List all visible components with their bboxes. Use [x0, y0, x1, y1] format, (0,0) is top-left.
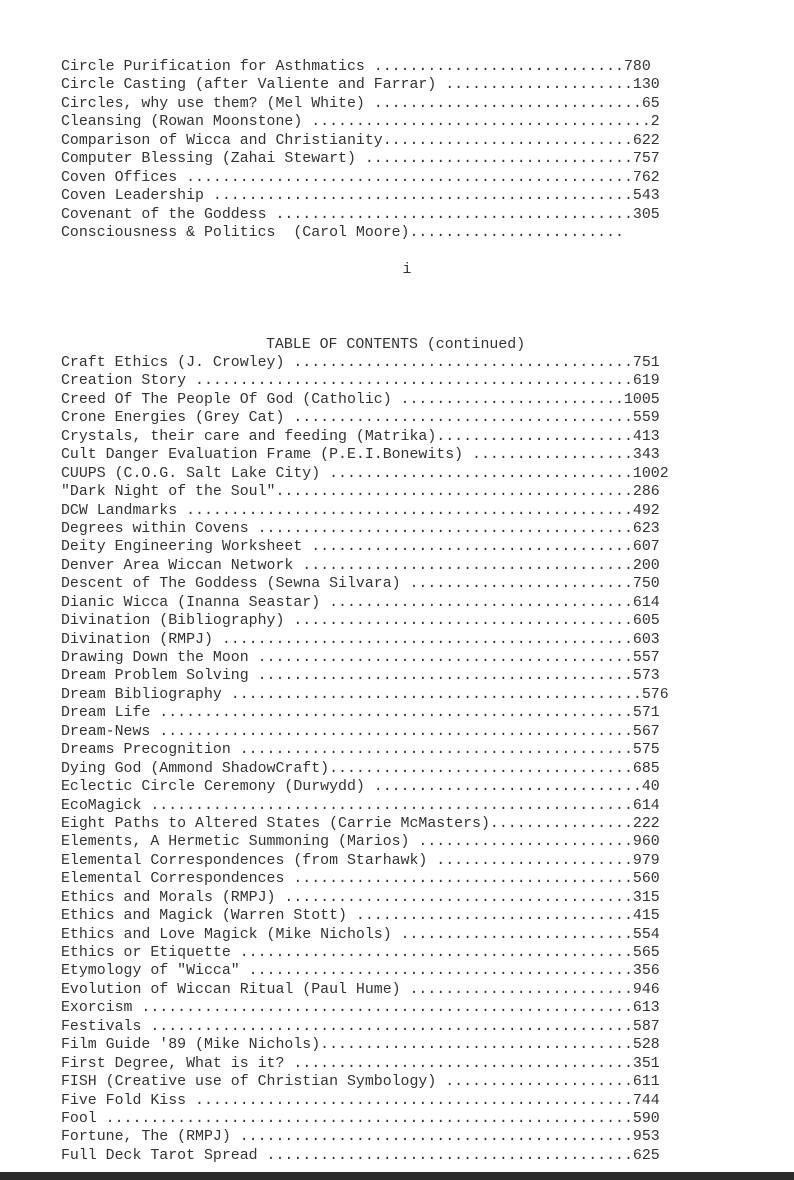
toc-entries — [61, 354, 726, 1165]
toc-entries-previous-page — [61, 58, 726, 242]
toc-entry: Exorcism .......................................................613 — [61, 1000, 660, 1017]
toc-entry: Ethics and Magick (Warren Stott) ...............................415 — [61, 908, 660, 925]
toc-entry: Divination (RMPJ) ..............................................603 — [61, 631, 660, 648]
toc-entry: Eclectic Circle Ceremony (Durwydd) ..............................40 — [61, 779, 660, 796]
toc-entry: FISH (Creative use of Christian Symbology) .....................611 — [61, 1074, 660, 1091]
toc-entry: Full Deck Tarot Spread .........................................625 — [61, 1147, 660, 1164]
toc-entry: Dianic Wicca (Inanna Seastar) ..................................614 — [61, 594, 660, 611]
toc-entry: Fool ...........................................................590 — [61, 1110, 660, 1127]
toc-entry: Elements, A Hermetic Summoning (Marios) ........................960 — [61, 834, 660, 851]
toc-entry: Dream Bibliography ..............................................576 — [61, 686, 669, 703]
toc-entry: Coven Leadership ...............................................543 — [61, 188, 660, 205]
toc-entry: Circle Purification for Asthmatics ............................780 — [61, 59, 651, 75]
toc-entry: Covenant of the Goddess ........................................305 — [61, 206, 660, 223]
toc-entry: Film Guide '89 (Mike Nichols)...................................528 — [61, 1037, 660, 1054]
toc-entry: "Dark Night of the Soul"........................................286 — [61, 484, 660, 501]
toc-entry: Crystals, their care and feeding (Matrika)......................413 — [61, 428, 660, 445]
toc-entry: DCW Landmarks ..................................................492 — [61, 502, 660, 519]
toc-entry: Circles, why use them? (Mel White) ..............................65 — [61, 95, 660, 112]
toc-entry: Comparison of Wicca and Christianity............................622 — [61, 132, 660, 149]
toc-entry: Dreams Precognition ............................................575 — [61, 742, 660, 759]
toc-entry: EcoMagick ......................................................614 — [61, 797, 660, 814]
toc-entry: Circle Casting (after Valiente and Farrar) .....................130 — [61, 77, 660, 94]
toc-entry: Festivals ......................................................587 — [61, 1018, 660, 1035]
toc-heading: TABLE OF CONTENTS (continued) — [266, 337, 526, 353]
toc-entry: Dream Problem Solving ..........................................573 — [61, 668, 660, 685]
toc-entry: Dying God (Ammond ShadowCraft)..................................685 — [61, 760, 660, 777]
toc-entry: Ethics and Love Magick (Mike Nichols) ..........................554 — [61, 926, 660, 943]
toc-entry: Drawing Down the Moon ..........................................557 — [61, 650, 660, 666]
toc-entry: Elemental Correspondences ......................................560 — [61, 871, 660, 888]
toc-entry: Dream Life .....................................................571 — [61, 705, 660, 722]
toc-entry: Evolution of Wiccan Ritual (Paul Hume) .........................946 — [61, 981, 660, 998]
toc-entry: Deity Engineering Worksheet ....................................607 — [61, 539, 660, 556]
toc-entry: Divination (Bibliography) ......................................605 — [61, 613, 660, 630]
toc-entry: Computer Blessing (Zahai Stewart) ..............................757 — [61, 151, 660, 168]
toc-entry: Creed Of The People Of God (Catholic) .........................1005 — [61, 391, 660, 408]
toc-entry: Descent of The Goddess (Sewna Silvara) .........................750 — [61, 576, 660, 593]
toc-entry: Ethics or Etiquette ............................................565 — [61, 945, 660, 961]
toc-entry: Fortune, The (RMPJ) ............................................953 — [61, 1129, 660, 1146]
toc-entry: Craft Ethics (J. Crowley) ......................................751 — [61, 355, 660, 371]
viewer-bottom-edge — [0, 1172, 794, 1180]
toc-entry: Cult Danger Evaluation Frame (P.E.I.Bonewits) ..................343 — [61, 447, 660, 464]
toc-entry: Consciousness & Politics (Carol Moore)........................ — [61, 224, 624, 241]
toc-entry: Elemental Correspondences (from Starhawk) ......................979 — [61, 852, 660, 869]
toc-entry: Creation Story .................................................619 — [61, 373, 660, 390]
toc-entry: First Degree, What is it? ......................................351 — [61, 1055, 660, 1072]
toc-entry: Dream-News .....................................................567 — [61, 723, 660, 740]
toc-entry: Degrees within Covens ..........................................623 — [61, 520, 660, 537]
toc-entry: Denver Area Wiccan Network .....................................200 — [61, 557, 660, 574]
toc-entry: Etymology of "Wicca" ...........................................356 — [61, 963, 660, 980]
toc-entry: Five Fold Kiss .................................................744 — [61, 1092, 660, 1109]
toc-entry: CUUPS (C.O.G. Salt Lake City) ..................................1002 — [61, 465, 669, 482]
toc-entry: Ethics and Morals (RMPJ) .......................................315 — [61, 889, 660, 906]
toc-entry: Cleansing (Rowan Moonstone) ......................................2 — [61, 114, 660, 131]
toc-entry: Eight Paths to Altered States (Carrie McMasters)................222 — [61, 815, 660, 832]
page-number: i — [402, 262, 412, 278]
toc-entry: Crone Energies (Grey Cat) ......................................559 — [61, 410, 660, 427]
toc-entry: Coven Offices ..................................................762 — [61, 169, 660, 186]
